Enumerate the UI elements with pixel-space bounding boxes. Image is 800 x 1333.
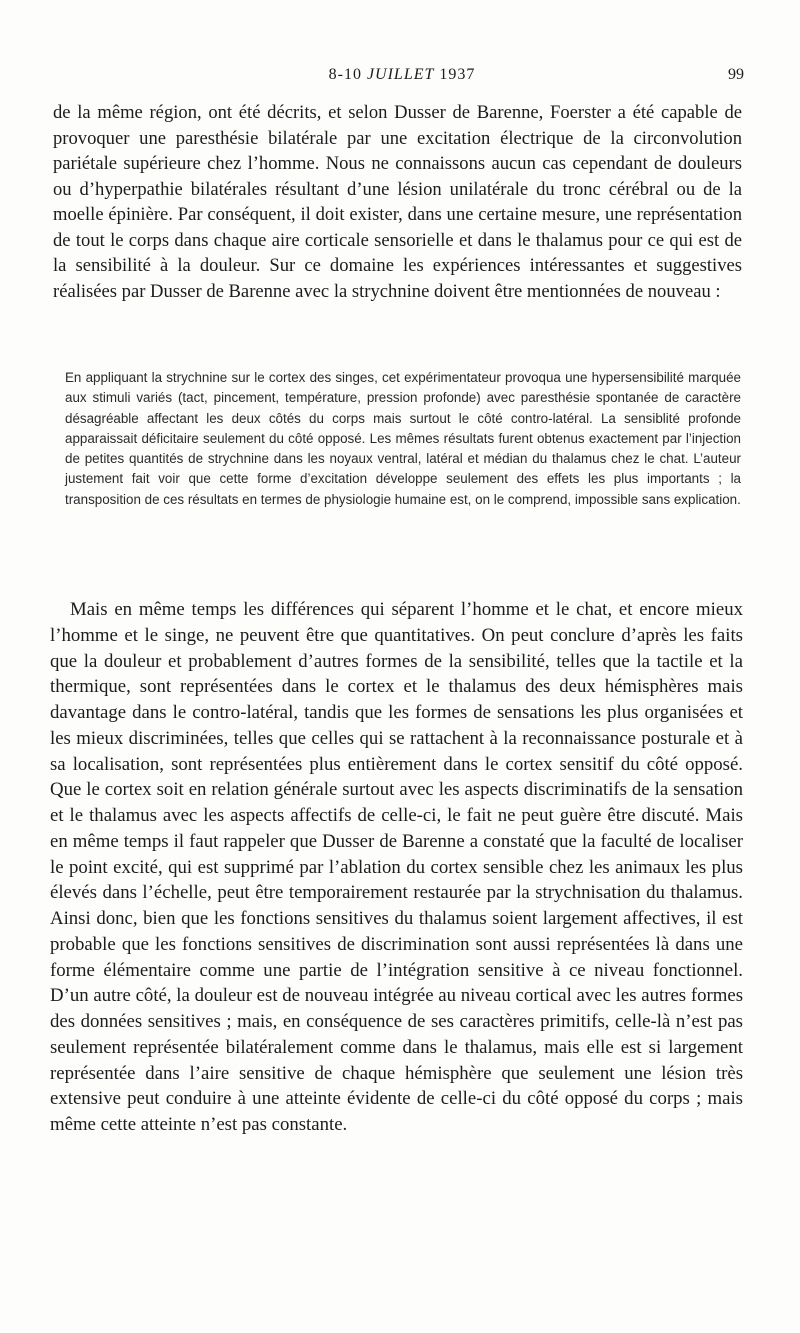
quoted-passage: En appliquant la strychnine sur le cortex des singes, cet expérimentateur provoqua une hypersensibilité marquée aux stimuli variés (tact, pincement, température, pression profonde) avec paresthésie spontanée de caractère désagréable affectant les deux côtés du corps mais surtout le côté contro-latéral. La sensiblité profonde apparaissait déficitaire seulement du côté opposé. Les mêmes résultats furent obtenus exactement par l’injection de petites quantités de strychnine dans les noyaux ventral, latéral et médian du thalamus chez le chat. L’auteur justement fait voir que cette forme d’excitation développe seulement des effets les plus importants ; la transposition de ces résultats en termes de physiologie humaine est, on le comprend, impossible sans explication.	[65, 370, 741, 507]
header-month: JUILLET	[366, 66, 435, 83]
paragraph-main: Mais en même temps les différences qui séparent l’homme et le chat, et encore mieux l’homme et le singe, ne peuvent être que quantitatives. On peut conclure d’après les faits que la douleur et probablement d’autres formes de la sensibilité, telles que la tactile et la thermique, sont représentées dans le cortex et le thalamus des deux hémisphères mais davantage dans le contro-latéral, tandis que les formes de sensations les plus organisées et les mieux discriminées, telles que celles qui se rattachent à la reconnaissance posturale et à sa localisation, sont représentées plus entièrement dans le cortex sensitif du côté opposé. Que le cortex soit en relation générale surtout avec les aspects discriminatifs de la sensation et le thalamus avec les aspects affectifs de celle-ci, le fait ne peut guère être discuté. Mais en même temps il faut rappeler que Dusser de Barenne a constaté que la faculté de localiser le point excité, qui est supprimé par l’ablation du cortex sensible chez les animaux les plus élevés dans l’échelle, peut être temporairement restaurée par la strychnisation du thalamus. Ainsi donc, bien que les fonctions sensitives du thalamus soient largement affectives, il est probable que les fonctions sensitives de discrimination sont aussi représentées là dans une forme élémentaire comme une partie de l’intégration sensitive à ce niveau fonctionnel. D’un autre côté, la douleur est de nouveau intégrée au niveau cortical avec les autres formes des données sensitives ; mais, en conséquence de ses caractères primitifs, celle-là n’est pas seulement représentée bilatéralement comme dans le thalamus, mais elle est si largement représentée dans l’aire sensitive de chaque hémisphère que seulement une lésion très extensive peut conduire à une atteinte évidente de celle-ci du côté opposé du corps ; mais même cette atteinte n’est pas constante.	[50, 599, 743, 1135]
running-header	[60, 66, 744, 90]
header-date-prefix: 8-10	[328, 66, 367, 83]
header-year: 1937	[434, 66, 476, 83]
header-date	[60, 66, 744, 84]
paragraph-continuation: de la même région, ont été décrits, et selon Dusser de Barenne, Foerster a été capable de provoquer une paresthésie bilatérale par une excitation électrique de la circonvolution pariétale supérieure chez l’homme. Nous ne connaissons aucun cas cependant de douleurs ou d’hyperpathie bilatérales résultant d’une lésion unilatérale du tronc cérébral ou de la moelle épinière. Par conséquent, il doit exister, dans une certaine mesure, une représentation de tout le corps dans chaque aire corticale sensorielle et dans le thalamus pour ce qui est de la sensibilité à la douleur. Sur ce domaine les expériences intéressantes et suggestives réalisées par Dusser de Barenne avec la strychnine doivent être mentionnées de nouveau :	[53, 102, 742, 302]
page-number: 99	[728, 66, 744, 83]
